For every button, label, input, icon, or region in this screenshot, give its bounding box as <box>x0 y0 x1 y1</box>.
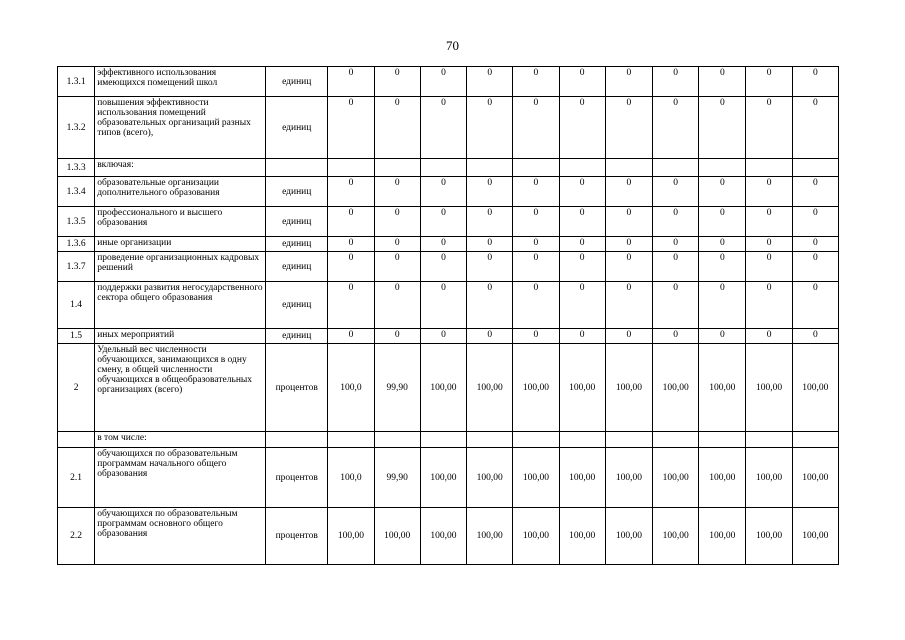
row-value: 0 <box>467 237 513 252</box>
row-value: 0 <box>559 237 605 252</box>
row-value: 100,00 <box>559 448 605 508</box>
row-value: 100,00 <box>420 344 466 432</box>
row-value: 0 <box>792 207 838 237</box>
row-unit: единиц <box>266 282 328 329</box>
row-number: 1.3.7 <box>58 252 95 282</box>
table-row <box>58 97 839 159</box>
row-value: 0 <box>605 282 652 329</box>
row-value: 0 <box>746 282 792 329</box>
row-value: 0 <box>420 237 466 252</box>
row-value: 0 <box>699 282 746 329</box>
row-value: 0 <box>746 252 792 282</box>
row-value <box>513 159 559 177</box>
row-value: 0 <box>699 329 746 344</box>
row-value: 0 <box>328 207 374 237</box>
row-description: Удельный вес численности обучающихся, занимающихся в одну смену, в общей численности обучающихся в общеобразовательных организациях (всего) <box>95 344 266 432</box>
row-value: 0 <box>420 252 466 282</box>
row-value: 100,00 <box>374 508 420 565</box>
row-value <box>792 159 838 177</box>
row-value: 100,00 <box>513 344 559 432</box>
row-value: 0 <box>328 67 374 97</box>
row-value: 100,0 <box>328 344 374 432</box>
row-value: 100,0 <box>328 448 374 508</box>
row-value: 0 <box>559 67 605 97</box>
row-value: 0 <box>420 97 466 159</box>
row-value: 0 <box>513 237 559 252</box>
row-value <box>746 159 792 177</box>
row-value <box>374 432 420 448</box>
table-row <box>58 344 839 432</box>
row-value: 0 <box>792 237 838 252</box>
row-value: 0 <box>374 97 420 159</box>
row-value: 0 <box>746 329 792 344</box>
row-value: 0 <box>467 177 513 207</box>
row-value: 100,00 <box>467 508 513 565</box>
row-value: 0 <box>746 237 792 252</box>
row-value <box>792 432 838 448</box>
row-value: 0 <box>792 67 838 97</box>
row-value: 0 <box>513 252 559 282</box>
row-value: 0 <box>746 97 792 159</box>
table-row <box>58 159 839 177</box>
row-value: 100,00 <box>653 344 699 432</box>
row-value <box>653 159 699 177</box>
row-value: 0 <box>746 177 792 207</box>
row-value <box>559 432 605 448</box>
row-value: 100,00 <box>328 508 374 565</box>
row-value: 0 <box>605 67 652 97</box>
row-value <box>653 432 699 448</box>
row-value: 0 <box>374 329 420 344</box>
table-row <box>58 237 839 252</box>
row-value: 0 <box>374 67 420 97</box>
row-value: 100,00 <box>699 448 746 508</box>
row-value <box>513 432 559 448</box>
row-value: 99,90 <box>374 448 420 508</box>
row-value: 0 <box>792 329 838 344</box>
row-value: 0 <box>374 207 420 237</box>
row-value: 100,00 <box>746 508 792 565</box>
row-value: 0 <box>605 252 652 282</box>
row-value: 0 <box>420 282 466 329</box>
row-unit: процентов <box>266 448 328 508</box>
row-value: 0 <box>328 252 374 282</box>
row-description: поддержки развития негосударственного сектора общего образования <box>95 282 266 329</box>
row-value: 100,00 <box>699 344 746 432</box>
row-description: обучающихся по образовательным программам основного общего образования <box>95 508 266 565</box>
row-value: 0 <box>653 252 699 282</box>
table-row <box>58 432 839 448</box>
row-value: 0 <box>467 97 513 159</box>
table-row <box>58 508 839 565</box>
row-description: иных мероприятий <box>95 329 266 344</box>
row-number <box>58 432 95 448</box>
row-value: 0 <box>328 329 374 344</box>
row-number: 1.3.6 <box>58 237 95 252</box>
row-description: профессионального и высшего образования <box>95 207 266 237</box>
row-unit: единиц <box>266 329 328 344</box>
row-value: 100,00 <box>605 508 652 565</box>
row-value: 0 <box>605 97 652 159</box>
row-value: 0 <box>746 207 792 237</box>
row-value: 100,00 <box>513 448 559 508</box>
row-unit <box>266 432 328 448</box>
row-value: 100,00 <box>792 508 838 565</box>
row-value: 100,00 <box>559 508 605 565</box>
row-unit: процентов <box>266 508 328 565</box>
row-value: 0 <box>513 282 559 329</box>
row-value: 0 <box>513 177 559 207</box>
row-description: повышения эффективности использования помещений образовательных организаций разных типов (всего), <box>95 97 266 159</box>
row-value: 0 <box>699 207 746 237</box>
row-value: 100,00 <box>605 344 652 432</box>
row-value: 0 <box>792 97 838 159</box>
row-value: 0 <box>653 237 699 252</box>
row-value: 0 <box>374 252 420 282</box>
row-value: 0 <box>605 237 652 252</box>
row-value: 0 <box>420 207 466 237</box>
row-value: 0 <box>699 97 746 159</box>
row-unit: единиц <box>266 67 328 97</box>
table-row <box>58 282 839 329</box>
row-value: 100,00 <box>513 508 559 565</box>
row-unit: процентов <box>266 344 328 432</box>
row-value <box>605 159 652 177</box>
row-number: 1.3.5 <box>58 207 95 237</box>
row-value: 100,00 <box>746 448 792 508</box>
table-row <box>58 329 839 344</box>
row-value: 100,00 <box>605 448 652 508</box>
row-value: 0 <box>559 207 605 237</box>
row-unit: единиц <box>266 97 328 159</box>
row-value: 0 <box>699 67 746 97</box>
row-value <box>328 159 374 177</box>
row-value <box>420 432 466 448</box>
row-description: эффективного использования имеющихся помещений школ <box>95 67 266 97</box>
row-number: 1.3.3 <box>58 159 95 177</box>
row-number: 2.2 <box>58 508 95 565</box>
row-value: 0 <box>792 252 838 282</box>
row-unit: единиц <box>266 252 328 282</box>
row-value: 0 <box>653 177 699 207</box>
indicator-table <box>57 66 839 565</box>
row-value: 0 <box>467 67 513 97</box>
row-value: 100,00 <box>699 508 746 565</box>
row-value: 0 <box>653 67 699 97</box>
row-value: 0 <box>420 177 466 207</box>
row-description: включая: <box>95 159 266 177</box>
row-description: обучающихся по образовательным программам начального общего образования <box>95 448 266 508</box>
row-value: 0 <box>467 329 513 344</box>
page-number: 70 <box>446 38 459 53</box>
row-number: 2.1 <box>58 448 95 508</box>
row-value: 0 <box>653 329 699 344</box>
row-value: 0 <box>328 97 374 159</box>
row-value <box>328 432 374 448</box>
row-value: 0 <box>513 97 559 159</box>
table-row <box>58 252 839 282</box>
table-row <box>58 448 839 508</box>
row-value: 0 <box>605 329 652 344</box>
row-value: 0 <box>513 67 559 97</box>
row-value: 0 <box>328 282 374 329</box>
row-value: 0 <box>559 329 605 344</box>
row-value: 0 <box>420 329 466 344</box>
row-number: 1.5 <box>58 329 95 344</box>
row-value: 0 <box>374 237 420 252</box>
row-value: 0 <box>559 252 605 282</box>
row-value <box>467 159 513 177</box>
row-value: 0 <box>653 207 699 237</box>
row-value: 0 <box>559 97 605 159</box>
row-description: образовательные организации дополнительного образования <box>95 177 266 207</box>
row-value: 100,00 <box>746 344 792 432</box>
row-number: 1.3.4 <box>58 177 95 207</box>
row-value <box>374 159 420 177</box>
row-value: 0 <box>559 177 605 207</box>
row-value: 0 <box>792 282 838 329</box>
row-description: в том числе: <box>95 432 266 448</box>
row-value: 100,00 <box>467 448 513 508</box>
row-value: 100,00 <box>420 448 466 508</box>
row-value: 0 <box>746 67 792 97</box>
row-description: проведение организационных кадровых решений <box>95 252 266 282</box>
row-value <box>420 159 466 177</box>
row-value: 0 <box>467 252 513 282</box>
row-number: 2 <box>58 344 95 432</box>
row-value: 0 <box>467 282 513 329</box>
row-number: 1.3.1 <box>58 67 95 97</box>
row-value: 0 <box>605 207 652 237</box>
row-number: 1.4 <box>58 282 95 329</box>
row-value: 0 <box>374 177 420 207</box>
row-unit: единиц <box>266 207 328 237</box>
row-unit <box>266 159 328 177</box>
row-value: 0 <box>328 237 374 252</box>
row-value <box>559 159 605 177</box>
row-value: 0 <box>653 282 699 329</box>
row-value: 0 <box>699 177 746 207</box>
row-value: 0 <box>513 329 559 344</box>
row-unit: единиц <box>266 177 328 207</box>
row-value <box>699 159 746 177</box>
row-value: 99,90 <box>374 344 420 432</box>
row-value: 0 <box>699 237 746 252</box>
row-value <box>605 432 652 448</box>
row-value: 0 <box>559 282 605 329</box>
row-value: 0 <box>374 282 420 329</box>
table-row <box>58 67 839 97</box>
row-value <box>467 432 513 448</box>
row-value: 0 <box>699 252 746 282</box>
table-row <box>58 207 839 237</box>
row-value: 100,00 <box>420 508 466 565</box>
row-description: иные организации <box>95 237 266 252</box>
row-value: 100,00 <box>792 344 838 432</box>
row-value: 0 <box>328 177 374 207</box>
row-value: 0 <box>513 207 559 237</box>
row-value: 100,00 <box>653 508 699 565</box>
row-value: 100,00 <box>559 344 605 432</box>
row-value: 0 <box>792 177 838 207</box>
row-value: 100,00 <box>653 448 699 508</box>
row-value: 0 <box>653 97 699 159</box>
row-value: 100,00 <box>792 448 838 508</box>
row-unit: единиц <box>266 237 328 252</box>
row-value: 0 <box>605 177 652 207</box>
table-row <box>58 177 839 207</box>
row-value: 0 <box>420 67 466 97</box>
row-value <box>699 432 746 448</box>
row-value: 100,00 <box>467 344 513 432</box>
row-value <box>746 432 792 448</box>
row-number: 1.3.2 <box>58 97 95 159</box>
row-value: 0 <box>467 207 513 237</box>
